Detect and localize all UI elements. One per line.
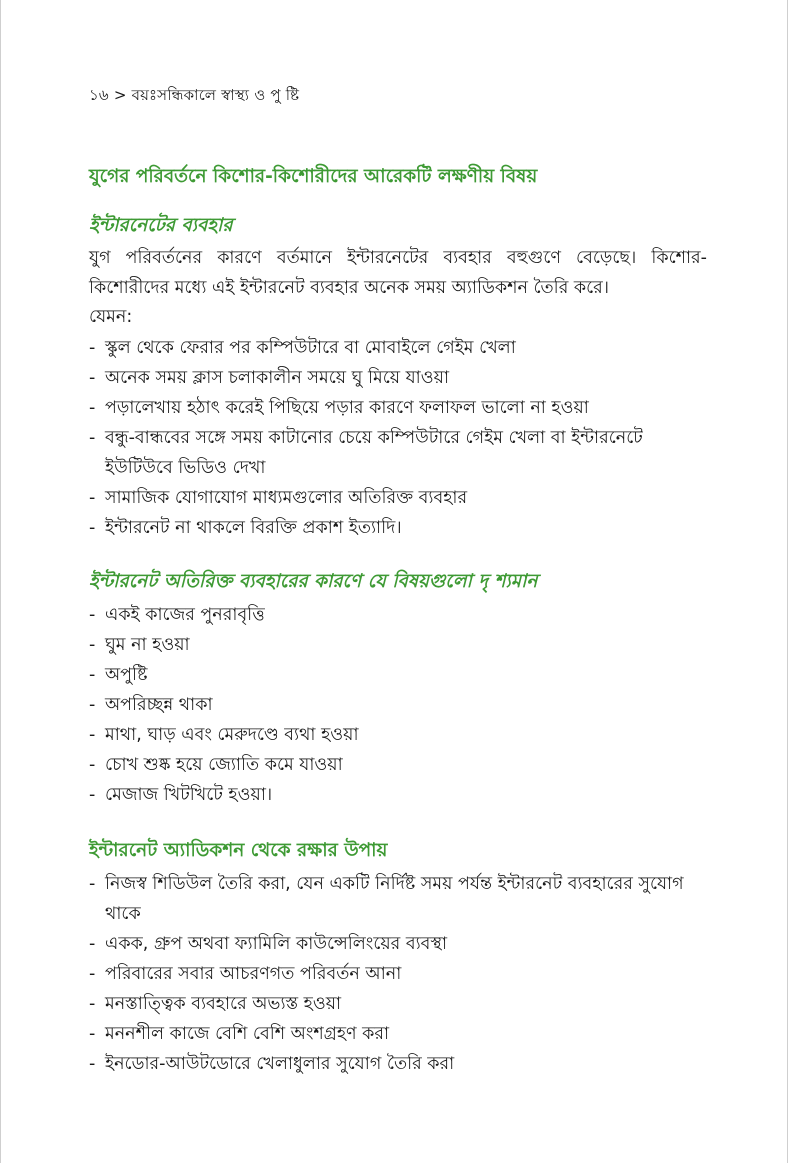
dash-bullet: -	[89, 873, 96, 894]
dash-bullet: -	[89, 754, 96, 775]
page-content	[89, 162, 707, 1079]
effects-list	[89, 600, 707, 810]
addiction-signs-list	[89, 333, 707, 543]
dash-bullet: -	[89, 634, 96, 655]
list-item: - অপুষ্টি	[89, 660, 707, 690]
intro-paragraph	[89, 244, 707, 333]
dash-bullet: -	[89, 993, 96, 1014]
dash-bullet: -	[89, 427, 96, 448]
dash-bullet: -	[89, 963, 96, 984]
list-item: - পরিবারের সবার আচরণগত পরিবর্তন আনা	[89, 959, 707, 989]
dash-bullet: -	[89, 724, 96, 745]
dash-bullet: -	[89, 694, 96, 715]
list-item: - মননশীল কাজে বেশি বেশি অংশগ্রহণ করা	[89, 1019, 707, 1049]
dash-bullet: -	[89, 604, 96, 625]
paragraph-line: কিশোরীদের মধ্যে এই ইন্টারনেট ব্যবহার অনেক সময় অ্যাডিকশন তৈরি করে।	[89, 277, 610, 298]
list-item: - বন্ধু-বান্ধবের সঙ্গে সময় কাটানোর চেয়ে কম্পিউটারে গেইম খেলা বা ইন্টারনেটে ইউটিউবে ভিডিও দেখা	[89, 423, 707, 483]
running-head: ১৬ > বয়ঃসন্ধিকালে স্বাস্থ্য ও পু ষ্টি	[89, 86, 300, 104]
dash-bullet: -	[89, 337, 96, 358]
dash-bullet: -	[89, 784, 96, 805]
dash-bullet: -	[89, 397, 96, 418]
dash-bullet: -	[89, 664, 96, 685]
dash-bullet: -	[89, 367, 96, 388]
list-item: - ইনডোর-আউটডোরে খেলাধুলার সুযোগ তৈরি করা	[89, 1049, 707, 1079]
dash-bullet: -	[89, 933, 96, 954]
list-item: - একক, গ্রুপ অথবা ফ্যামিলি কাউন্সেলিংয়ের ব্যবস্থা	[89, 929, 707, 959]
list-item: - মাথা, ঘাড় এবং মেরুদণ্ডে ব্যথা হওয়া	[89, 720, 707, 750]
paragraph-line: যেমন:	[89, 307, 133, 327]
list-item: - অপরিচ্ছন্ন থাকা	[89, 690, 707, 720]
list-item: - একই কাজের পুনরাবৃত্তি	[89, 600, 707, 630]
paragraph-line: যুগ পরিবর্তনের কারণে বর্তমানে ইন্টারনেটের ব্যবহার বহুগুণে বেড়েছে। কিশোর-	[89, 248, 707, 268]
main-heading: যুগের পরিবর্তনে কিশোর-কিশোরীদের আরেকটি লক্ষণীয় বিষয়	[89, 166, 538, 187]
dash-bullet: -	[89, 517, 96, 538]
section-heading-prevention: ইন্টারনেট অ্যাডিকশন থেকে রক্ষার উপায়	[89, 839, 388, 861]
list-item: - স্কুল থেকে ফেরার পর কম্পিউটারে বা মোবাইলে গেইম খেলা	[89, 333, 707, 363]
list-item: - সামাজিক যোগাযোগ মাধ্যমগুলোর অতিরিক্ত ব্যবহার	[89, 483, 707, 513]
section-heading-internet-use: ইন্টারনেটের ব্যবহার	[89, 215, 233, 236]
dash-bullet: -	[89, 1023, 96, 1044]
list-item: - নিজস্ব শিডিউল তৈরি করা, যেন একটি নির্দিষ্ট সময় পর্যন্ত ইন্টারনেট ব্যবহারের সুযোগ থাকে	[89, 869, 707, 929]
list-item: - মেজাজ খিটখিটে হওয়া।	[89, 780, 707, 810]
list-item: - ইন্টারনেট না থাকলে বিরক্তি প্রকাশ ইত্যাদি।	[89, 513, 707, 543]
list-item: - পড়ালেখায় হঠাৎ করেই পিছিয়ে পড়ার কারণে ফলাফল ভালো না হওয়া	[89, 393, 707, 423]
list-item: - ঘুম না হওয়া	[89, 630, 707, 660]
dash-bullet: -	[89, 1053, 96, 1074]
section-heading-visible-effects: ইন্টারনেট অতিরিক্ত ব্যবহারের কারণে যে বিষয়গুলো দৃ শ্যমান	[89, 570, 538, 592]
list-item: - চোখ শুষ্ক হয়ে জ্যোতি কমে যাওয়া	[89, 750, 707, 780]
prevention-list	[89, 869, 707, 1079]
list-item: - অনেক সময় ক্লাস চলাকালীন সময়ে ঘু মিয়ে যাওয়া	[89, 363, 707, 393]
list-item: - মনস্তাত্ত্বিক ব্যবহারে অভ্যস্ত হওয়া	[89, 989, 707, 1019]
dash-bullet: -	[89, 487, 96, 508]
